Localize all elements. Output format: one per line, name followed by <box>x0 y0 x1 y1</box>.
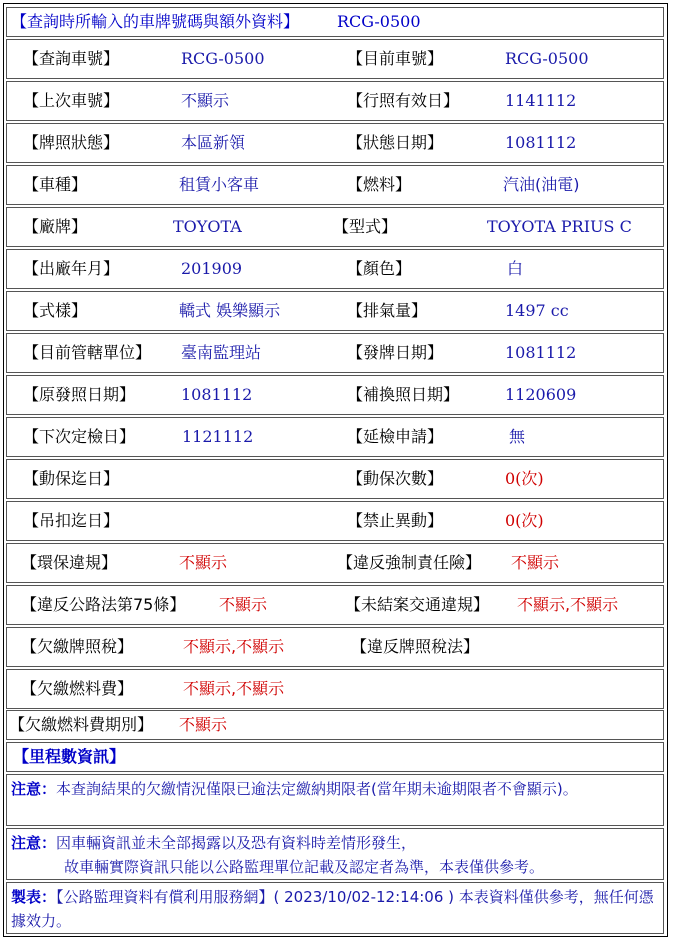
field-row <box>6 459 664 499</box>
field-label: 【型式】 <box>333 217 398 236</box>
field-row <box>6 501 664 541</box>
field-row <box>6 585 664 625</box>
field-value: 1497 cc <box>505 301 569 320</box>
field-row <box>6 417 664 457</box>
field-value: 1081112 <box>505 133 577 152</box>
field-value: 白 <box>507 259 524 278</box>
field-value: RCG-0500 <box>505 49 589 68</box>
field-row <box>6 627 664 667</box>
footer-row <box>6 882 664 934</box>
footer-text: 【公路監理資料有償利用服務網】( 2023/10/02-12:14:06 ) 本表資料僅供參考，無任何憑據效力。 <box>11 888 654 930</box>
field-label: 【環保違規】 <box>21 553 118 572</box>
field-label: 【欠繳燃料費】 <box>21 679 134 698</box>
field-value: 不顯示 <box>511 553 560 572</box>
field-label: 【排氣量】 <box>347 301 428 320</box>
field-row <box>6 165 664 205</box>
field-value: TOYOTA <box>173 217 242 236</box>
field-label: 【狀態日期】 <box>347 133 444 152</box>
field-label: 【牌照狀態】 <box>23 133 120 152</box>
header-value: RCG-0500 <box>337 12 421 31</box>
field-value: 租賃小客車 <box>179 175 260 194</box>
fuel-period-row <box>6 710 664 740</box>
field-label: 【目前車號】 <box>347 49 444 68</box>
header-label: 【查詢時所輸入的車牌號碼與額外資料】 <box>11 12 300 31</box>
field-label: 【廠牌】 <box>23 217 88 236</box>
field-value: 1141112 <box>505 91 577 110</box>
field-label: 【顏色】 <box>347 259 412 278</box>
fuel-period-label: 【欠繳燃料費期別】 <box>9 715 154 734</box>
mileage-row <box>6 742 664 772</box>
field-row <box>6 249 664 289</box>
field-value: 轎式 娛樂顯示 <box>179 301 281 320</box>
field-label: 【原發照日期】 <box>23 385 136 404</box>
field-label: 【補換照日期】 <box>347 385 460 404</box>
field-value: 無 <box>509 427 526 446</box>
field-value: 臺南監理站 <box>181 343 262 362</box>
field-label: 【下次定檢日】 <box>23 427 136 446</box>
field-label: 【違反牌照稅法】 <box>351 637 480 656</box>
mileage-label: 【里程數資訊】 <box>13 747 126 766</box>
field-label: 【查詢車號】 <box>23 49 120 68</box>
field-label: 【動保迄日】 <box>23 469 120 488</box>
note2-line1: 因車輛資訊並未全部揭露以及恐有資料時差情形發生， <box>56 834 417 852</box>
field-label: 【未結案交通違規】 <box>345 595 490 614</box>
field-label: 【欠繳牌照稅】 <box>21 637 134 656</box>
field-value: 汽油(油電) <box>503 175 580 194</box>
field-row <box>6 39 664 79</box>
field-label: 【違反公路法第75條】 <box>21 595 186 614</box>
field-label: 【延檢申請】 <box>347 427 444 446</box>
note1-text: 本查詢結果的欠繳情況僅限已逾法定繳納期限者(當年期未逾期限者不會顯示)。 <box>56 780 578 798</box>
fuel-period-value: 不顯示 <box>179 715 228 734</box>
field-value: 不顯示,不顯示 <box>183 637 285 656</box>
field-value: 1120609 <box>505 385 577 404</box>
field-label: 【上次車號】 <box>23 91 120 110</box>
note2-label: 注意： <box>11 834 57 852</box>
field-value: 0(次) <box>505 469 544 488</box>
field-label: 【發牌日期】 <box>347 343 444 362</box>
field-label: 【動保次數】 <box>347 469 444 488</box>
field-row <box>6 333 664 373</box>
field-value: 0(次) <box>505 511 544 530</box>
field-value: 1081112 <box>505 343 577 362</box>
field-label: 【出廠年月】 <box>23 259 120 278</box>
field-row <box>6 81 664 121</box>
footer-label: 製表： <box>11 888 57 906</box>
note1 <box>11 777 651 801</box>
note2-line2: 故車輛實際資訊只能以公路監理單位記載及認定者為準，本表僅供參考。 <box>64 858 545 876</box>
note1-row <box>6 774 664 826</box>
field-label: 【目前管轄單位】 <box>23 343 152 362</box>
field-value: 1121112 <box>182 427 254 446</box>
field-label: 【式樣】 <box>23 301 88 320</box>
field-row <box>6 207 664 247</box>
field-label: 【車種】 <box>23 175 88 194</box>
field-value: 不顯示 <box>181 91 230 110</box>
field-row <box>6 291 664 331</box>
field-value: 不顯示 <box>219 595 268 614</box>
footer <box>11 885 656 933</box>
field-value: 1081112 <box>181 385 253 404</box>
field-row <box>6 375 664 415</box>
field-label: 【行照有效日】 <box>347 91 460 110</box>
field-label: 【吊扣迄日】 <box>23 511 120 530</box>
note2 <box>11 831 656 879</box>
note1-label: 注意： <box>11 780 57 798</box>
field-row <box>6 123 664 163</box>
note2-row <box>6 828 664 880</box>
field-row <box>6 543 664 583</box>
field-label: 【禁止異動】 <box>347 511 444 530</box>
field-value: TOYOTA PRIUS C <box>487 217 632 236</box>
field-value: 201909 <box>181 259 243 278</box>
field-value: 不顯示,不顯示 <box>517 595 619 614</box>
field-row <box>6 669 664 709</box>
field-value: 不顯示,不顯示 <box>183 679 285 698</box>
field-value: 不顯示 <box>179 553 228 572</box>
field-value: 本區新領 <box>181 133 246 152</box>
header-row <box>6 7 664 37</box>
field-value: RCG-0500 <box>181 49 265 68</box>
field-label: 【燃料】 <box>347 175 412 194</box>
field-label: 【違反強制責任險】 <box>337 553 482 572</box>
